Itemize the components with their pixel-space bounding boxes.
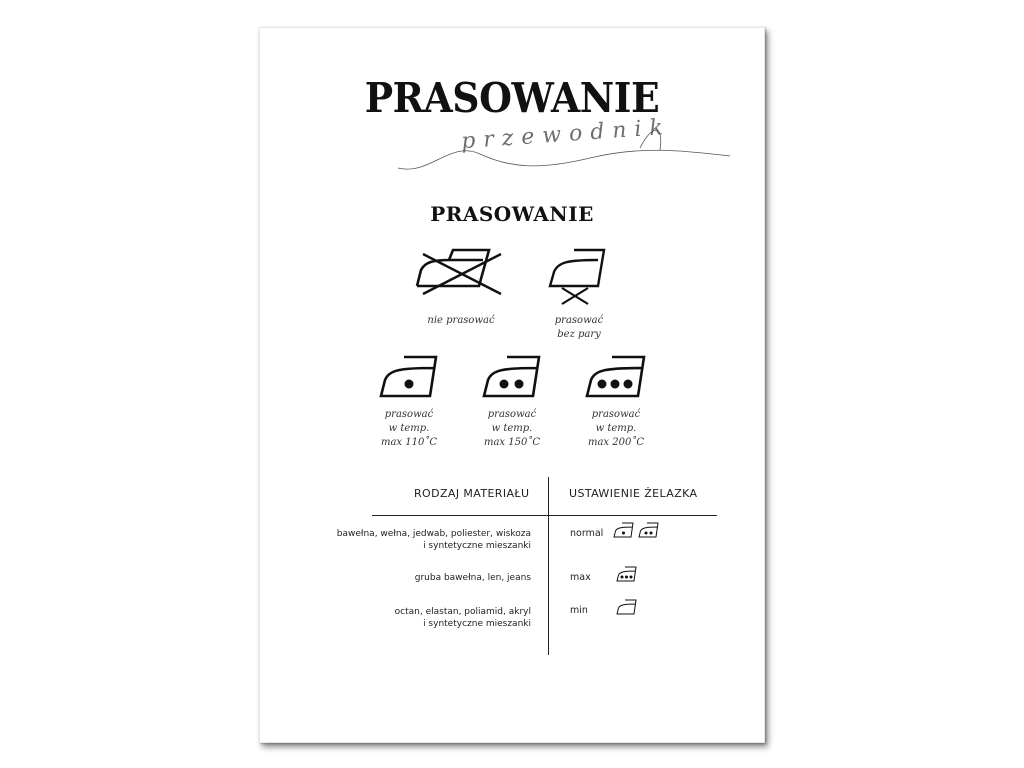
- poster-subtitle: przewodnik: [460, 114, 672, 155]
- poster-title: PRASOWANIE: [364, 74, 660, 122]
- poster: [259, 27, 765, 743]
- caption-bez-pary: prasować bez pary: [554, 315, 604, 340]
- table-divider-horizontal: [372, 515, 717, 516]
- table-row-material: octan, elastan, poliamid, akryl i syntetyczne mieszanki: [394, 607, 531, 629]
- caption-nie-prasowac: nie prasować: [427, 315, 495, 326]
- table-header-material: RODZAJ MATERIAŁU: [414, 487, 530, 500]
- table-divider-vertical: [548, 477, 549, 655]
- caption-110: prasować w temp. max 110˚C: [380, 409, 437, 448]
- iron-one-dot-icon: [378, 354, 442, 400]
- iron-two-dots-icon: [638, 522, 660, 539]
- caption-200: prasować w temp. max 200˚C: [587, 409, 644, 448]
- table-row-material: bawełna, wełna, jedwab, poliester, wiskoza i syntetyczne mieszanki: [336, 529, 531, 551]
- table-row-setting: min: [570, 605, 588, 616]
- iron-two-dots-icon: [481, 354, 545, 400]
- iron-crossed-icon: [413, 244, 509, 298]
- caption-150: prasować w temp. max 150˚C: [483, 409, 540, 448]
- iron-one-dot-icon: [613, 522, 635, 539]
- table-row-material: gruba bawełna, len, jeans: [414, 573, 531, 583]
- iron-three-dots-icon: [584, 354, 650, 400]
- iron-icon: [616, 599, 638, 616]
- section-title: PRASOWANIE: [430, 202, 594, 226]
- iron-no-steam-icon: [546, 246, 612, 306]
- table-row-setting: max: [570, 572, 591, 583]
- table-header-setting: USTAWIENIE ŻELAZKA: [569, 487, 698, 500]
- iron-three-dots-icon: [616, 566, 638, 583]
- table-row-setting: normal: [570, 528, 604, 539]
